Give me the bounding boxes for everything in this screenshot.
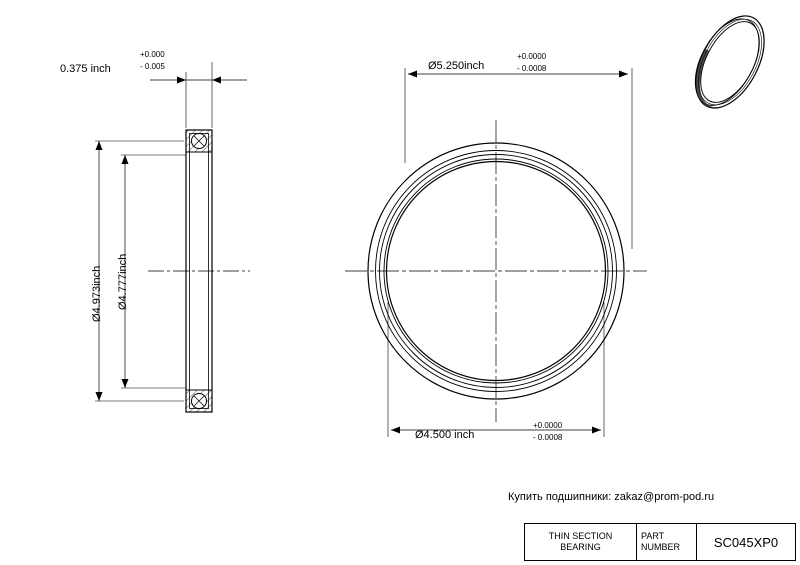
title-block-part-label-line2: NUMBER bbox=[641, 542, 681, 552]
dimension-outer-diameter-value: Ø5.250inch bbox=[428, 60, 485, 72]
front-view bbox=[345, 68, 647, 437]
cross-section-view bbox=[95, 62, 250, 412]
isometric-view bbox=[681, 4, 778, 119]
dimension-width-tolerance-upper: +0.000 bbox=[140, 50, 165, 59]
dimension-inner-raceway-section-value: Ø4.777inch bbox=[117, 253, 129, 310]
contact-watermark: Купить подшипники: zakaz@prom-pod.ru bbox=[508, 491, 715, 503]
title-block-description-line2: BEARING bbox=[560, 542, 601, 552]
title-block-part-label bbox=[637, 524, 697, 560]
dimension-bore-diameter-tolerance-upper: +0.0000 bbox=[533, 421, 563, 430]
dimension-outer-diameter-section-value: Ø4.973inch bbox=[91, 265, 103, 322]
dimension-bore-diameter-value: Ø4.500 inch bbox=[415, 429, 475, 441]
title-block-part-number: SC045XP0 bbox=[713, 534, 779, 550]
dimension-width-tolerance-lower: - 0.005 bbox=[140, 62, 165, 71]
dimension-outer-diameter-tolerance-upper: +0.0000 bbox=[517, 52, 547, 61]
dimension-width-value: 0.375 inch bbox=[60, 63, 111, 75]
title-block-description bbox=[525, 524, 637, 560]
dimension-outer-diameter-tolerance-lower: - 0.0008 bbox=[517, 64, 547, 73]
dimension-bore-diameter-tolerance-lower: - 0.0008 bbox=[533, 433, 563, 442]
title-block-description-line1: THIN SECTION bbox=[548, 530, 613, 541]
title-block-part-label-line1: PART bbox=[641, 530, 665, 541]
title-block bbox=[524, 523, 796, 561]
